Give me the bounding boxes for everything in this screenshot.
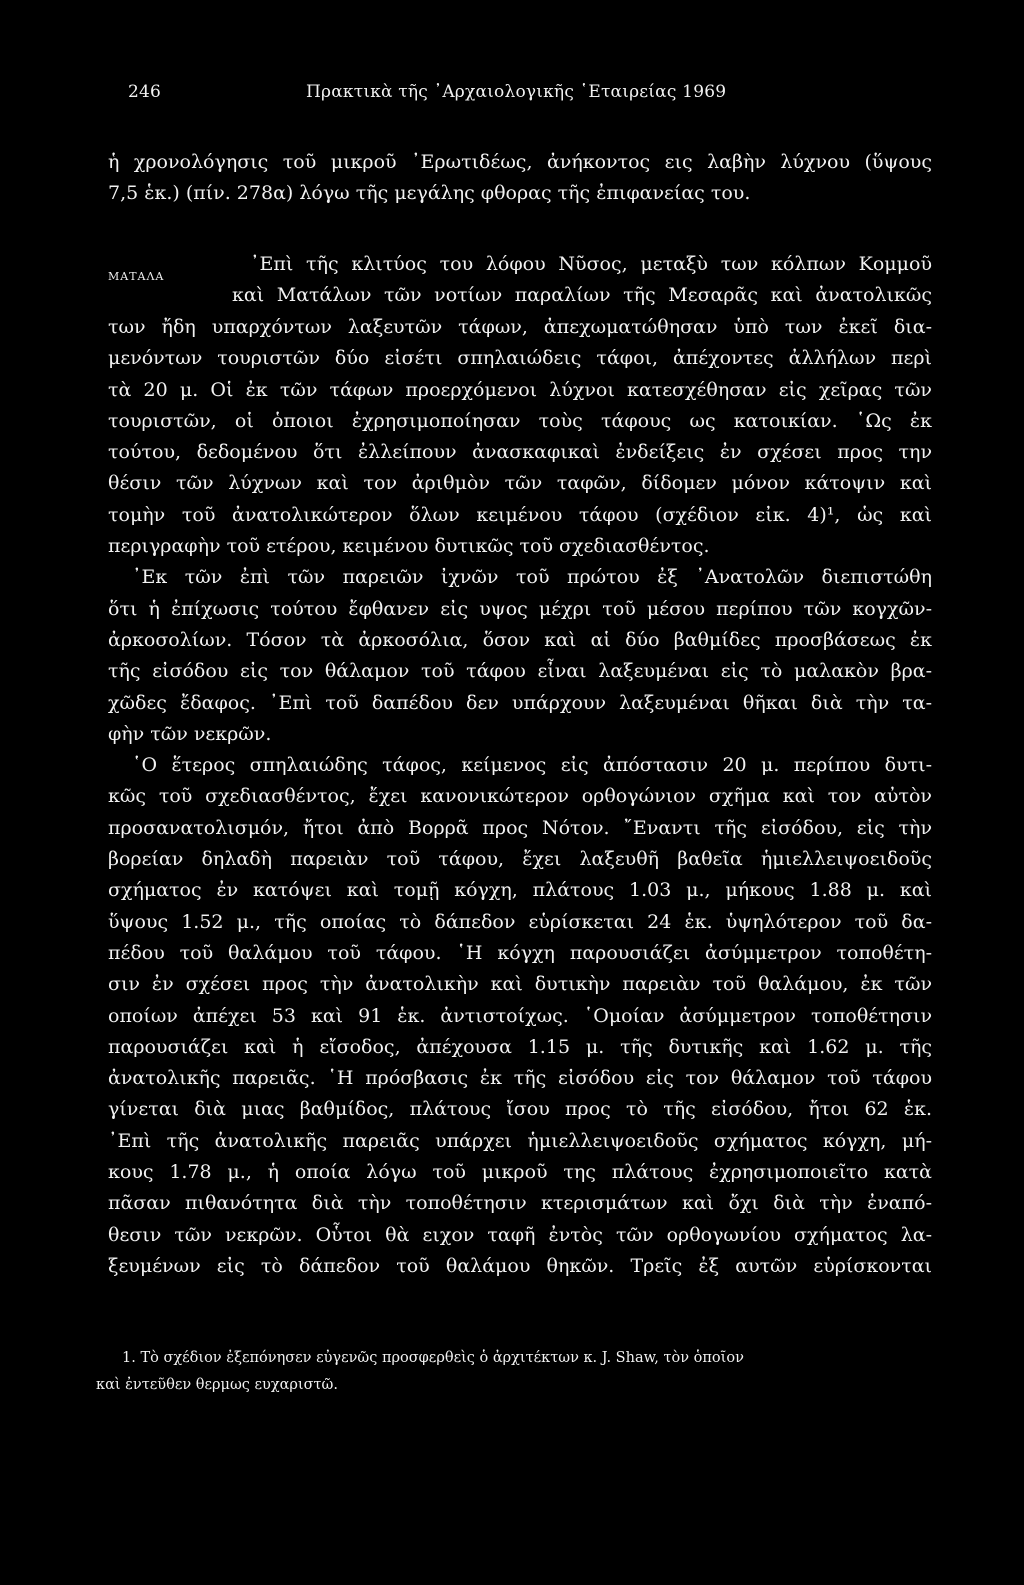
text-line: χῶδες ἔδαφος. ᾿Επὶ τοῦ δαπέδου δεν υπάρχουν λαξευμέναι θῆκαι διὰ τὴν τα- — [108, 691, 932, 714]
text-line: τὰ 20 μ. Οἱ ἐκ τῶν τάφων προερχόμενοι λύχνοι κατεσχέθησαν εἰς χεῖρας τῶν — [108, 378, 932, 401]
running-header — [128, 82, 728, 102]
text-line: θεσιν τῶν νεκρῶν. Οὗτοι θὰ ειχον ταφῆ ἐντὸς τῶν ορθογωνίου σχήματος λα- — [108, 1223, 932, 1246]
paragraph-1 — [108, 147, 932, 210]
text-line: πᾶσαν πιθανότητα διὰ τὴν τοποθέτησιν κτερισμάτων καὶ ὄχι διὰ τὴν ἐναπό- — [108, 1192, 932, 1215]
text-line: ὅτι ἡ ἐπίχωσις τούτου ἔφθανεν εἰς υψος μέχρι τοῦ μέσου περίπου τῶν κογχῶν- — [108, 597, 932, 620]
text-line: ἀρκοσολίων. Τόσον τὰ ἀρκοσόλια, ὅσον καὶ αἱ δύο βαθμίδες προσβάσεως ἐκ — [108, 628, 932, 651]
text-line: φὴν τῶν νεκρῶν. — [108, 722, 272, 745]
text-line: ἀνατολικῆς παρειᾶς. ῾Η πρόσβασις ἐκ τῆς εἰσόδου εἰς τον θάλαμον τοῦ τάφου — [108, 1067, 932, 1090]
text-line: ξευμένων εἰς τὸ δάπεδον τοῦ θαλάμου θηκῶν. Τρεῖς ἐξ αυτῶν εὑρίσκονται — [108, 1254, 932, 1277]
text-line: θέσιν τῶν λύχνων καὶ τον ἀριθμὸν τῶν ταφῶν, δίδομεν μόνον κάτοψιν καὶ — [108, 472, 932, 495]
text-line: σχήματος ἐν κατόψει καὶ τομῇ κόγχη, πλάτους 1.03 μ., μήκους 1.88 μ. καὶ — [108, 879, 932, 902]
text-line: παρουσιάζει καὶ ἡ εἴσοδος, ἀπέχουσα 1.15 μ. τῆς δυτικῆς καὶ 1.62 μ. τῆς — [108, 1035, 932, 1058]
text-line: οποίων ἀπέχει 53 καὶ 91 ἑκ. ἀντιστοίχως. ῾Ομοίαν ἀσύμμετρον τοποθέτησιν — [108, 1004, 932, 1027]
text-line: κῶς τοῦ σχεδιασθέντος, ἔχει κανονικώτερον ορθογώνιον σχῆμα καὶ τον αὐτὸν — [108, 785, 932, 808]
text-line: ὕψους 1.52 μ., τῆς οποίας τὸ δάπεδον εὑρίσκεται 24 ἑκ. ὑψηλότερον τοῦ δα- — [108, 910, 932, 933]
text-line: περιγραφὴν τοῦ ετέρου, κειμένου δυτικῶς τοῦ σχεδιασθέντος. — [108, 535, 710, 558]
text-line: 7,5 ἑκ.) (πίν. 278α) λόγω τῆς μεγάλης φθορας τῆς ἐπιφανείας του. — [108, 182, 751, 205]
running-title: Πρακτικὰ τῆς ᾿Αρχαιολογικῆς ῾Εταιρείας 1969 — [306, 82, 727, 102]
text-line: ῾Ο ἕτερος σπηλαιώδης τάφος, κείμενος εἰς ἀπόστασιν 20 μ. περίπου δυτι- — [132, 754, 932, 777]
text-line: βορείαν δηλαδὴ παρειὰν τοῦ τάφου, ἔχει λαξευθῆ βαθεῖα ἡμιελλειψοειδοῦς — [108, 848, 932, 871]
text-line: μενόντων τουριστῶν δύο εἰσέτι σπηλαιώδεις τάφοι, ἀπέχοντες ἀλλήλων περὶ — [108, 347, 932, 370]
side-heading: ΜΑΤΑΛΑ — [108, 270, 165, 283]
text-line: πέδου τοῦ θαλάμου τοῦ τάφου. ῾Η κόγχη παρουσιάζει ἀσύμμετρον τοποθέτη- — [108, 941, 932, 964]
text-line: τούτου, δεδομένου ὅτι ἐλλείπουν ἀνασκαφικαὶ ἐνδείξεις ἐν σχέσει προς την — [108, 441, 932, 464]
footnote-line: 1. Τὸ σχέδιον ἐξεπόνησεν εὐγενῶς προσφερθεὶς ὁ ἀρχιτέκτων κ. J. Shaw, τὸν ὁποῖον — [122, 1350, 744, 1366]
page-number: 246 — [128, 82, 162, 102]
paragraph-2 — [108, 312, 932, 1282]
text-line: ἡ χρονολόγησις τοῦ μικροῦ ᾿Ερωτιδέως, ἀνήκοντος εις λαβὴν λύχνου (ὕψους — [108, 151, 932, 173]
text-line: ᾿Εκ τῶν ἐπὶ τῶν παρειῶν ἰχνῶν τοῦ πρώτου ἐξ ᾿Ανατολῶν διεπιστώθη — [132, 566, 932, 589]
footnote-line: καὶ ἐντεῦθεν θερμως ευχαριστῶ. — [96, 1377, 338, 1393]
text-line: ᾿Επὶ τῆς ἀνατολικῆς παρειᾶς υπάρχει ἡμιελλειψοειδοῦς σχήματος κόγχη, μή- — [108, 1129, 932, 1152]
text-line: τουριστῶν, οἱ ὁποιοι ἐχρησιμοποίησαν τοὺς τάφους ως κατοικίαν. ῾Ως ἐκ — [108, 409, 932, 432]
text-line: τομὴν τοῦ ἀνατολικώτερον ὅλων κειμένου τάφου (σχέδιον εἰκ. 4)¹, ὡς καὶ — [108, 503, 932, 526]
text-line: κους 1.78 μ., ἡ οποία λόγω τοῦ μικροῦ της πλάτους ἐχρησιμοποιεῖτο κατὰ — [108, 1161, 932, 1184]
text-line: σιν ἐν σχέσει προς τὴν ἀνατολικὴν καὶ δυτικὴν παρειὰν τοῦ θαλάμου, ἐκ τῶν — [108, 973, 932, 996]
paragraph-2-head-line: καὶ Ματάλων τῶν νοτίων παραλίων τῆς Μεσαρᾶς καὶ ἀνατολικῶς — [232, 284, 932, 306]
paragraph-2-head-line: ᾿Επὶ τῆς κλιτύος του λόφου Νῦσος, μεταξὺ των κόλπων Κομμοῦ — [250, 253, 932, 275]
text-line: των ἤδη υπαρχόντων λαξευτῶν τάφων, ἀπεχωματώθησαν ὑπὸ των ἐκεῖ δια- — [108, 316, 932, 338]
text-line: προσανατολισμόν, ἤτοι ἀπὸ Βορρᾶ προς Νότον. ῎Εναντι τῆς εἰσόδου, εἰς τὴν — [108, 816, 932, 839]
text-line: γίνεται διὰ μιας βαθμίδος, πλάτους ἴσου προς τὸ τῆς εἰσόδου, ἤτοι 62 ἑκ. — [108, 1098, 932, 1121]
text-line: τῆς εἰσόδου εἰς τον θάλαμον τοῦ τάφου εἶναι λαξευμέναι εἰς τὸ μαλακὸν βρα- — [108, 660, 932, 683]
